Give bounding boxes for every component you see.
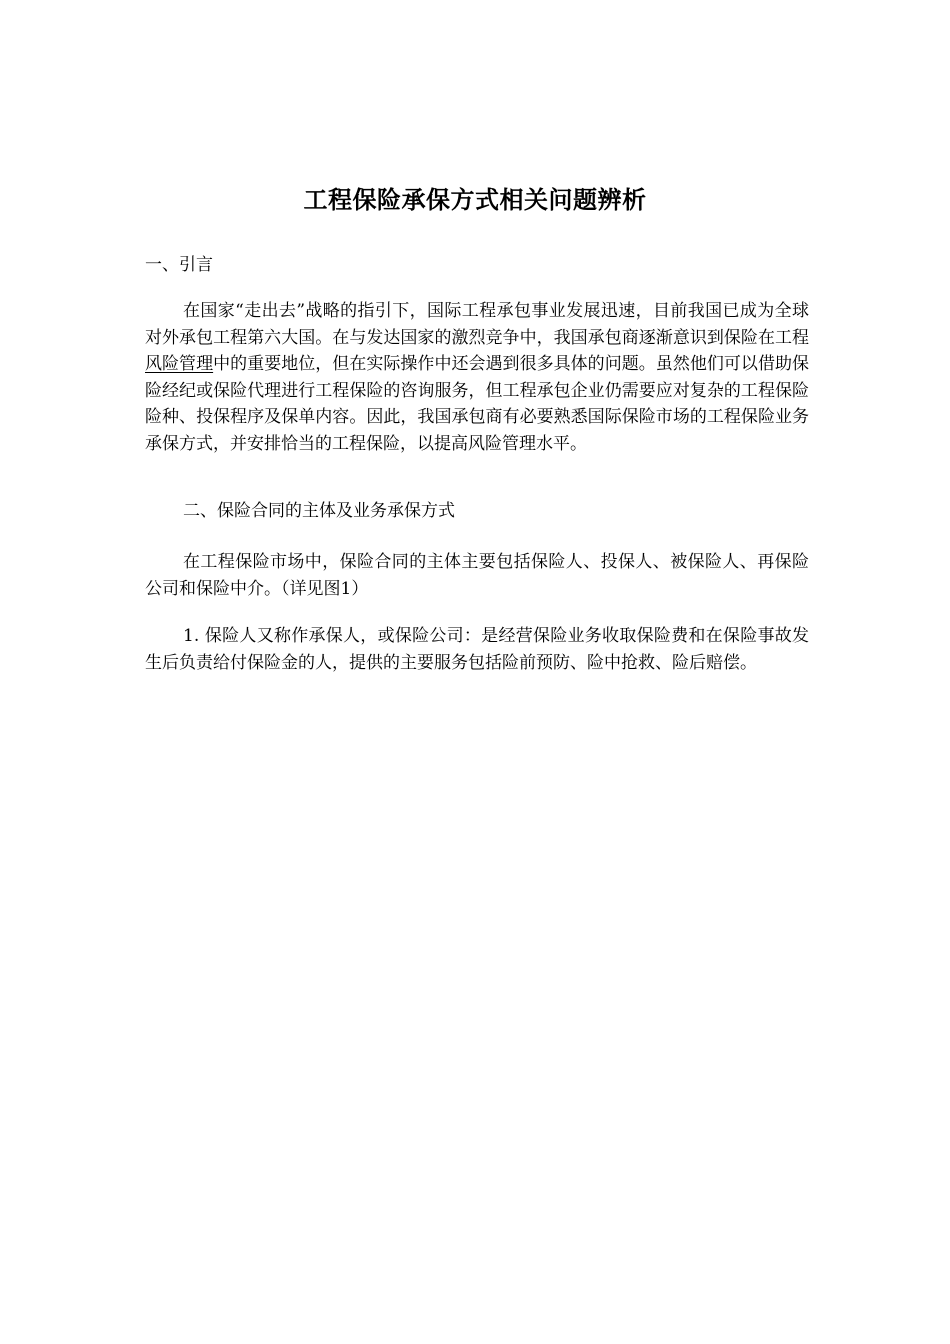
paragraph-text: 在国家“走出去”战略的指引下，国际工程承包事业发展迅速，目前我国已成为全球对外承包工程第六大国。在与发达国家的激烈竞争中，我国承包商逐渐意识到保险在工程 [145,301,809,348]
section-heading-contract-subjects: 二、保险合同的主体及业务承保方式 [183,501,455,521]
paragraph-text: 中的重要地位，但在实际操作中还会遇到很多具体的问题。虽然他们可以借助保险经纪或保险代理进行工程保险的咨询服务，但工程承包企业仍需要应对复杂的工程保险险种、投保程序及保单内容。因此，我国承包商有必要熟悉国际保险市场的工程保险业务承保方式，并安排恰当的工程保险，以提高风险管理水平。 [145,354,810,454]
section-heading-introduction: 一、引言 [145,255,213,275]
paragraph-insurer-definition: 1. 保险人又称作承保人，或保险公司：是经营保险业务收取保险费和在保险事故发生后负责给付保险金的人，提供的主要服务包括险前预防、险中抢救、险后赔偿。 [145,626,809,673]
paragraph-introduction [145,298,809,457]
document-title: 工程保险承保方式相关问题辨析 [303,185,647,214]
paragraph-contract-subjects: 在工程保险市场中，保险合同的主体主要包括保险人、投保人、被保险人、再保险公司和保险中介。（详见图1） [145,552,809,599]
risk-management-link[interactable]: 风险管理 [145,354,214,374]
